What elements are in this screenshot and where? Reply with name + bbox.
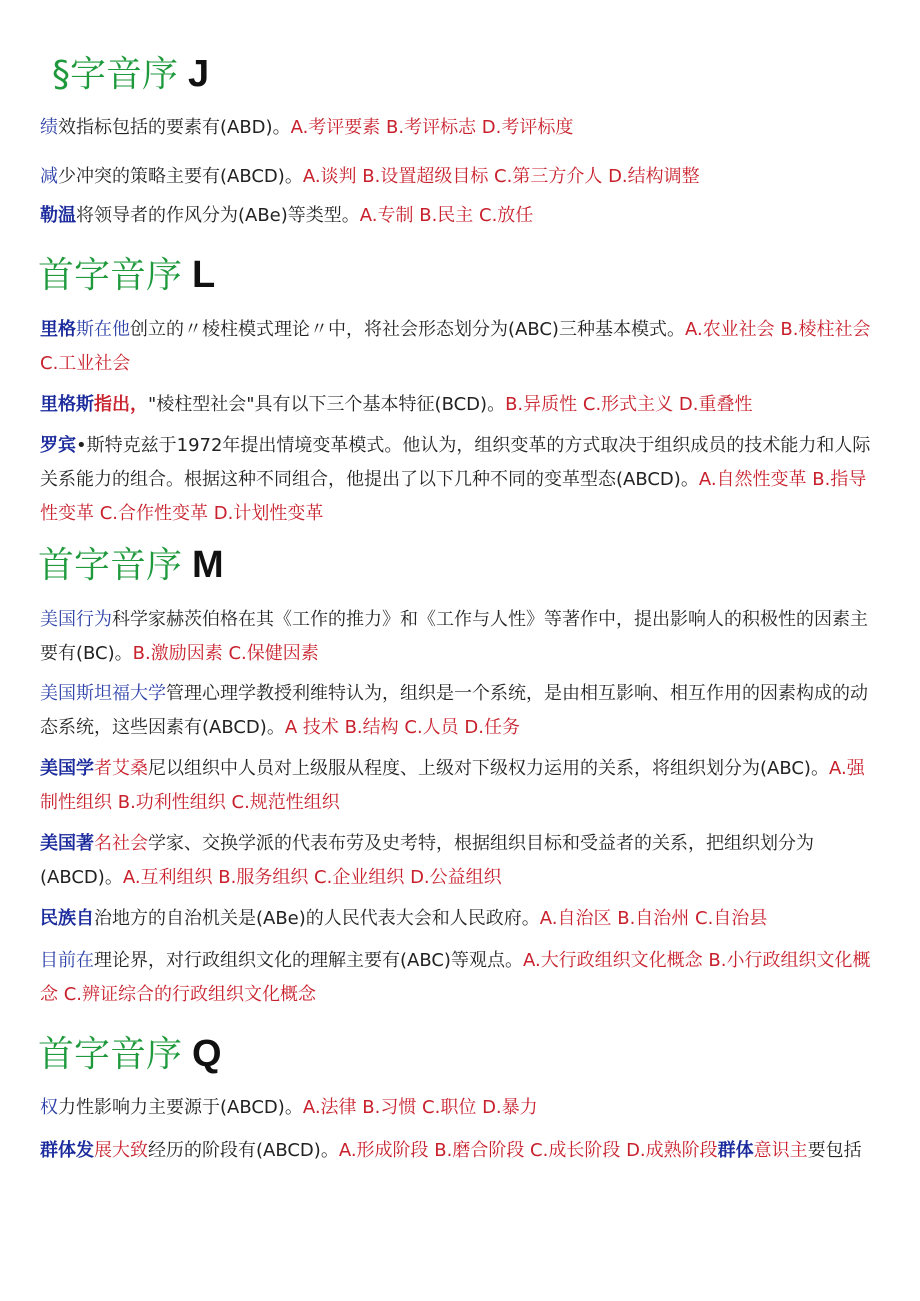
answer-text: A.自治区 B.自治州 C.自治县 bbox=[539, 908, 768, 929]
answer-text: A.强制性组织 B.功利性组织 C.规范性组织 bbox=[40, 758, 865, 813]
question-text: 力性影响力主要源于(ABCD)。 bbox=[58, 1097, 303, 1118]
question-lead: 群体发 bbox=[40, 1140, 94, 1161]
question-lead-continued: 名社会 bbox=[94, 833, 148, 854]
question-lead-continued: 指出， bbox=[94, 394, 148, 415]
section-title: 首字音序 bbox=[38, 255, 183, 296]
question-text: 治地方的自治机关是(ABe)的人民代表大会和人民政府。 bbox=[94, 908, 540, 929]
answer-text: A.考评要素 B.考评标志 D.考评标度 bbox=[290, 117, 574, 138]
section-heading-m bbox=[38, 543, 224, 588]
question-lead: 美国著 bbox=[40, 833, 94, 854]
question-text: 创立的〃棱柱模式理论〃中，将社会形态划分为(ABC)三种基本模式。 bbox=[130, 319, 685, 340]
question-lead: 减 bbox=[40, 166, 58, 187]
question-lead-continued: 意识主 bbox=[753, 1140, 808, 1161]
question-lead: 里格 bbox=[40, 319, 76, 340]
question-lead: 勒温 bbox=[40, 205, 76, 226]
answer-text: A.专制 B.民主 C.放任 bbox=[359, 205, 534, 226]
question-item bbox=[40, 313, 882, 381]
question-text: 效指标包括的要素有(ABD)。 bbox=[58, 117, 291, 138]
question-text: 管理心理学教授利维特认为，组织是一个系统，是由相互影响、相互作用的因素构成的动态系统，这些因素有(ABCD)。 bbox=[40, 683, 868, 738]
question-item bbox=[40, 752, 882, 820]
question-item bbox=[40, 388, 882, 422]
question-lead: 美国行为 bbox=[40, 609, 112, 630]
answer-text: A 技术 B.结构 C.人员 D.任务 bbox=[284, 717, 520, 738]
question-item bbox=[40, 677, 882, 745]
answer-text: A.自然性变革 B.指导性变革 C.合作性变革 D.计划性变革 bbox=[40, 469, 867, 524]
answer-text: A.大行政组织文化概念 B.小行政组织文化概念 C.辨证综合的行政组织文化概念 bbox=[40, 950, 871, 1005]
question-lead: 目前在 bbox=[40, 950, 94, 971]
section-letter: L bbox=[192, 254, 216, 296]
answer-text: A.形成阶段 B.磨合阶段 C.成长阶段 D.成熟阶段 bbox=[338, 1140, 718, 1161]
question-lead-continued: 斯在他 bbox=[76, 319, 130, 340]
answer-text: A.谈判 B.设置超级目标 C.第三方介人 D.结构调整 bbox=[302, 166, 700, 187]
question-lead: 民族自 bbox=[40, 908, 94, 929]
question-lead: 美国斯坦福大学 bbox=[40, 683, 166, 704]
section-heading-l bbox=[38, 253, 215, 298]
answer-text: A.农业社会 B.棱柱社会 C.工业社会 bbox=[40, 319, 871, 374]
question-lead: 群体 bbox=[717, 1140, 754, 1161]
answer-text: A.互利组织 B.服务组织 C.企业组织 D.公益组织 bbox=[122, 867, 502, 888]
question-item bbox=[40, 902, 882, 936]
question-text: 科学家赫茨伯格在其《工作的推力》和《工作与人性》等著作中，提出影响人的积极性的因素主要有(BC)。 bbox=[40, 609, 868, 664]
section-letter: M bbox=[192, 544, 224, 586]
section-title: 首字音序 bbox=[38, 545, 183, 586]
question-text: 尼以组织中人员对上级服从程度、上级对下级权力运用的关系，将组织划分为(ABC)。 bbox=[148, 758, 829, 779]
question-lead: 绩 bbox=[40, 117, 58, 138]
question-lead-continued: 者艾桑 bbox=[94, 758, 148, 779]
section-title: §字音序 bbox=[52, 54, 179, 95]
answer-text: B.异质性 C.形式主义 D.重叠性 bbox=[505, 394, 753, 415]
question-item bbox=[40, 160, 882, 194]
question-item bbox=[40, 603, 882, 671]
question-text: •斯特克兹于1972年提出情境变革模式。他认为，组织变革的方式取决于组织成员的技术能力和人际关系能力的组合。根据这种不同组合，他提出了以下几种不同的变革型态(ABCD)。 bbox=[40, 435, 871, 490]
section-letter: J bbox=[188, 53, 210, 95]
question-item bbox=[40, 111, 882, 145]
question-item bbox=[40, 1134, 882, 1168]
question-lead: 权 bbox=[40, 1097, 58, 1118]
answer-text: B.激励因素 C.保健因素 bbox=[132, 643, 319, 664]
question-item bbox=[40, 944, 882, 1012]
section-letter: Q bbox=[192, 1033, 222, 1075]
question-text: 经历的阶段有(ABCD)。 bbox=[148, 1140, 339, 1161]
question-lead: 美国学 bbox=[40, 758, 94, 779]
section-title: 首字音序 bbox=[38, 1034, 183, 1075]
question-item bbox=[40, 429, 882, 531]
question-text: 将领导者的作风分为(ABe)等类型。 bbox=[76, 205, 360, 226]
section-heading-j bbox=[52, 52, 209, 97]
question-item bbox=[40, 1091, 882, 1125]
question-text: "棱柱型社会"具有以下三个基本特征(BCD)。 bbox=[148, 394, 506, 415]
question-item bbox=[40, 199, 882, 233]
section-heading-q bbox=[38, 1032, 222, 1077]
question-text: 理论界，对行政组织文化的理解主要有(ABC)等观点。 bbox=[94, 950, 523, 971]
question-text: 学家、交换学派的代表布劳及史考特，根据组织目标和受益者的关系，把组织划分为(ABCD)。 bbox=[40, 833, 814, 888]
question-item bbox=[40, 827, 882, 895]
answer-text: A.法律 B.习惯 C.职位 D.暴力 bbox=[302, 1097, 538, 1118]
question-lead: 罗宾 bbox=[40, 435, 76, 456]
question-lead-continued: 展大致 bbox=[94, 1140, 148, 1161]
question-lead: 里格斯 bbox=[40, 394, 94, 415]
question-text: 少冲突的策略主要有(ABCD)。 bbox=[58, 166, 303, 187]
question-text: 要包括 bbox=[807, 1140, 862, 1161]
